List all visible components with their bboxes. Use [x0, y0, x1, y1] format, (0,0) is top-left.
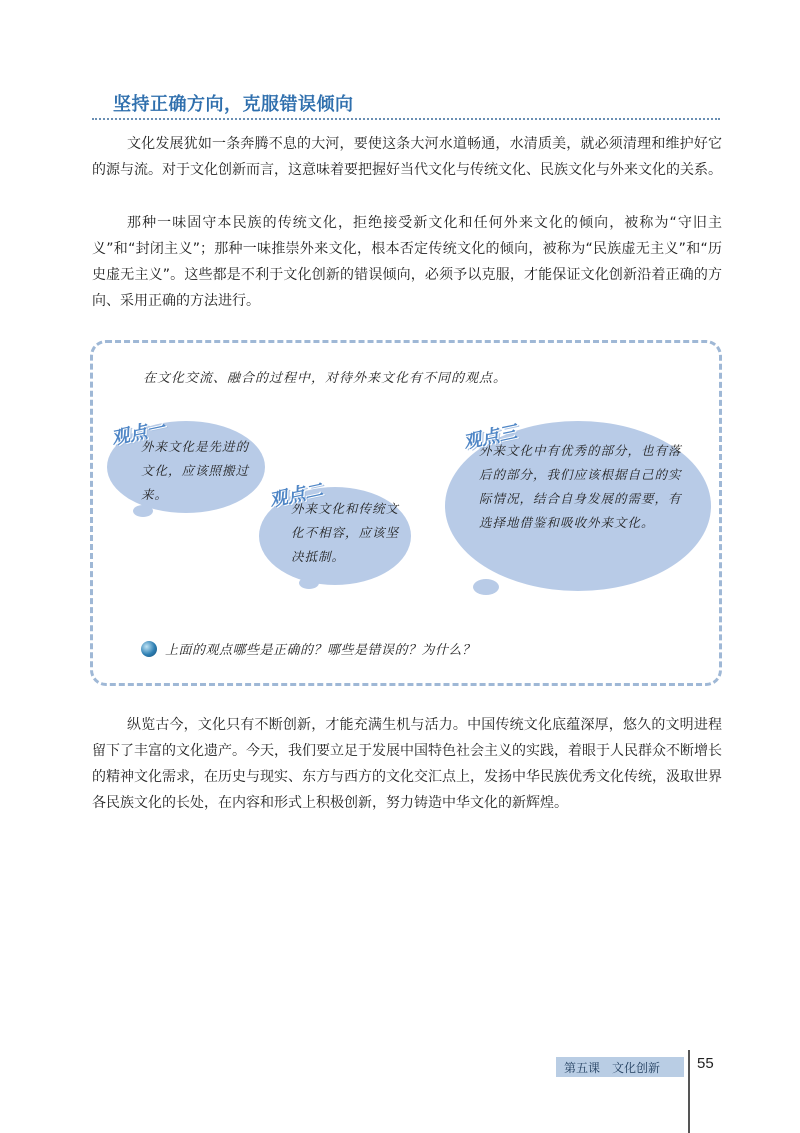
footer-lesson-title: 第五课 文化创新	[564, 1061, 661, 1075]
viewpoint-1-label: 观点一	[109, 417, 167, 450]
paragraph-1: 文化发展犹如一条奔腾不息的大河，要使这条大河水道畅通，水清质美，就必须清理和维护好它的源与流。对于文化创新而言，这意味着要把握好当代文化与传统文化、民族文化与外来文化的关系。	[92, 136, 722, 178]
viewpoint-2-bubble-tail	[299, 577, 319, 589]
heading-dotted-rule	[92, 118, 720, 120]
activity-panel	[90, 340, 722, 686]
viewpoint-3-bubble-tail	[473, 579, 499, 595]
discussion-question: 上面的观点哪些是正确的？哪些是错误的？为什么？	[165, 643, 476, 658]
question-bullet-icon	[141, 641, 157, 657]
viewpoint-3-text: 外来文化中有优秀的部分，也有落后的部分，我们应该根据自己的实际情况，结合自身发展的需要，有选择地借鉴和吸收外来文化。	[479, 443, 682, 530]
page-number: 55	[697, 1055, 714, 1072]
section-title: 坚持正确方向，克服错误倾向	[113, 94, 354, 115]
viewpoint-3-label: 观点三	[461, 421, 519, 454]
viewpoint-2-label: 观点二	[267, 479, 325, 512]
paragraph-2: 那种一味固守本民族的传统文化，拒绝接受新文化和任何外来文化的倾向，被称为“守旧主义”和“封闭主义”；那种一味推崇外来文化，根本否定传统文化的倾向，被称为“民族虚无主义”和“历史虚无主义”。这些都是不利于文化创新的错误倾向，必须予以克服，才能保证文化创新沿着正确的方向、采用正确的方法进行。	[92, 215, 722, 309]
activity-intro: 在文化交流、融合的过程中，对待外来文化有不同的观点。	[143, 371, 508, 386]
footer-divider	[688, 1050, 690, 1133]
viewpoint-2-text: 外来文化和传统文化不相容，应该坚决抵制。	[291, 501, 400, 564]
paragraph-3: 纵览古今，文化只有不断创新，才能充满生机与活力。中国传统文化底蕴深厚，悠久的文明进程留下了丰富的文化遗产。今天，我们要立足于发展中国特色社会主义的实践，着眼于人民群众不断增长的精神文化需求，在历史与现实、东方与西方的文化交汇点上，发扬中华民族优秀文化传统，汲取世界各民族文化的长处，在内容和形式上积极创新，努力铸造中华文化的新辉煌。	[92, 717, 722, 811]
viewpoint-1-text: 外来文化是先进的文化，应该照搬过来。	[141, 439, 250, 502]
